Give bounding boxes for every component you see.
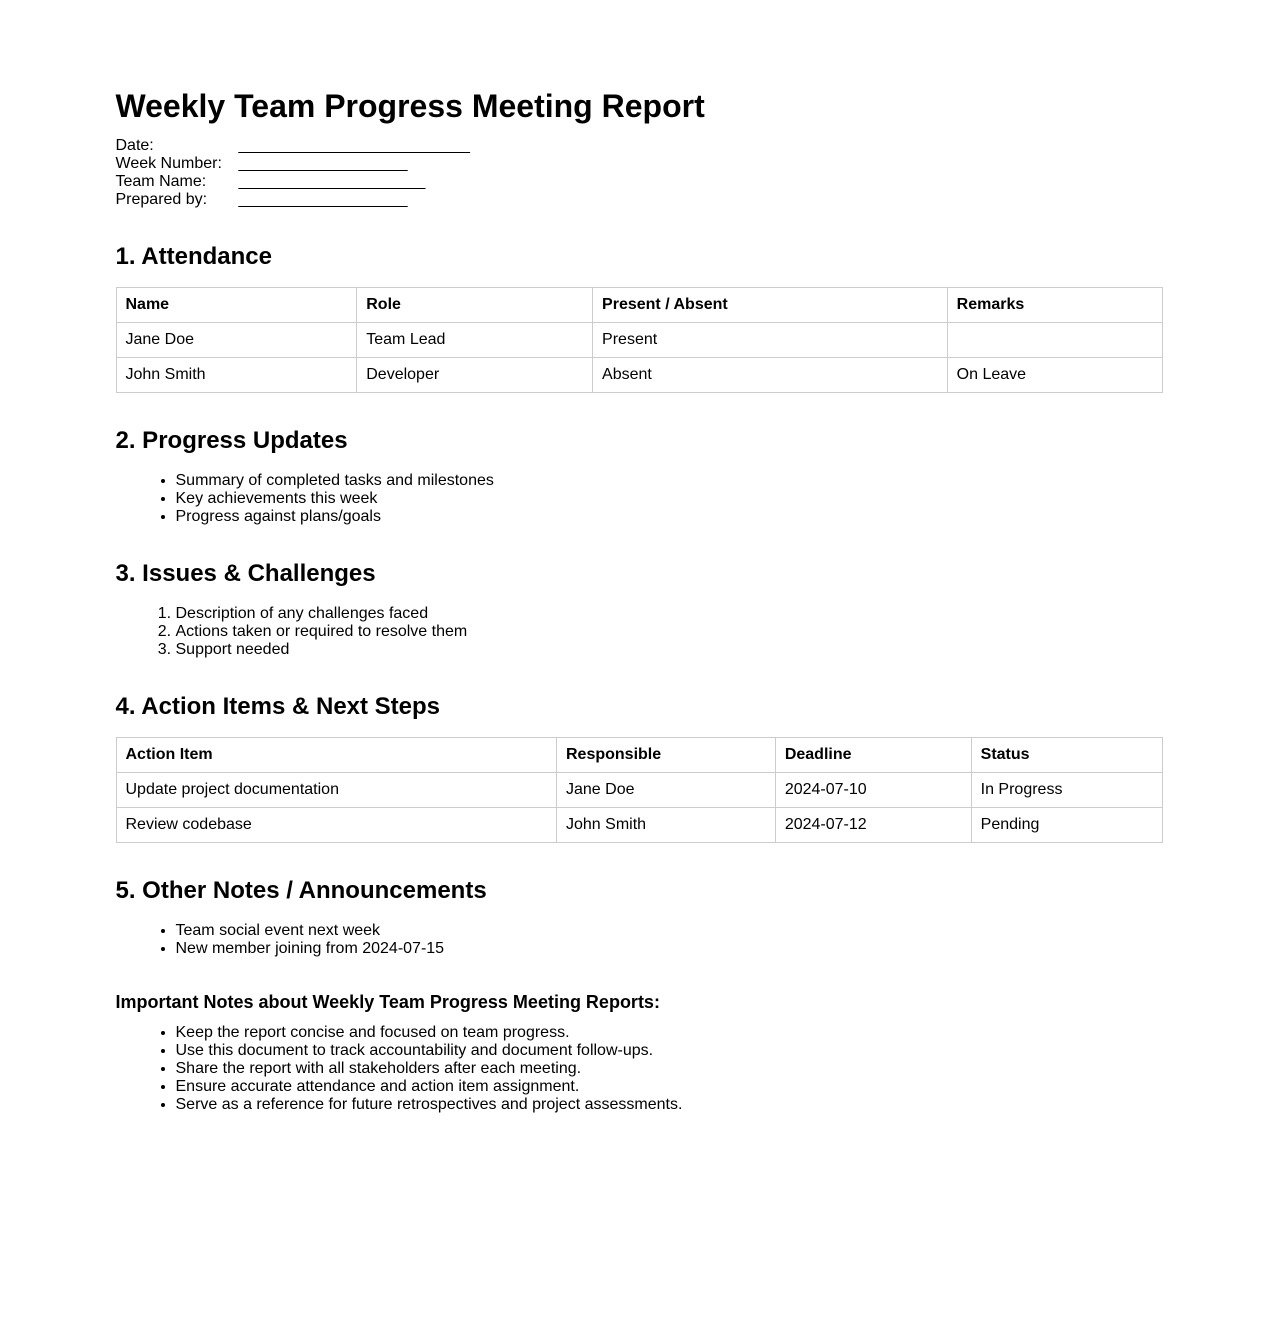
list-item: • Share the report with all stakeholders after each meeting.: [176, 1060, 1163, 1078]
important-notes-list: [116, 1024, 1163, 1114]
meta-fields: [116, 137, 1163, 209]
list-item: • Ensure accurate attendance and action item assignment.: [176, 1078, 1163, 1096]
issues-challenges-list: [116, 605, 1163, 659]
list-item: 3. Support needed: [176, 641, 1163, 659]
progress-updates-list: [116, 472, 1163, 526]
section-attendance: [116, 243, 1163, 394]
table-row: [116, 323, 1162, 358]
meta-field-blank-line: _____________________: [238, 172, 426, 190]
page-title: Weekly Team Progress Meeting Report: [115, 88, 705, 124]
table-cell-remarks: On Leave: [947, 358, 1162, 393]
attendance-header-role: Role: [357, 288, 593, 323]
section-heading-progress-updates: 2. Progress Updates: [115, 427, 348, 455]
meta-field-blank-line: ___________________: [238, 190, 408, 208]
meta-field-label: Prepared by:: [115, 190, 208, 208]
list-item: • Serve as a reference for future retrospectives and project assessments.: [176, 1096, 1163, 1114]
section-important-notes: [116, 992, 1163, 1115]
table-cell-action-item: Update project documentation: [116, 773, 557, 808]
list-item: 1. Description of any challenges faced: [176, 605, 1163, 623]
table-cell-responsible: John Smith: [557, 808, 776, 843]
section-heading-attendance: 1. Attendance: [115, 242, 272, 270]
table-cell-remarks: [947, 323, 1162, 358]
table-cell-role: Team Lead: [357, 323, 593, 358]
table-header-row: [116, 288, 1162, 323]
list-item: • Use this document to track accountability and document follow-ups.: [176, 1042, 1163, 1060]
section-heading-issues-challenges: 3. Issues & Challenges: [115, 559, 376, 587]
section-action-items: [116, 693, 1163, 844]
list-item: • Team social event next week: [176, 922, 1163, 940]
table-header-row: [116, 738, 1162, 773]
table-row: [116, 358, 1162, 393]
table-cell-status: In Progress: [971, 773, 1162, 808]
meta-field-team-name: [116, 173, 1163, 191]
action-header-status: Status: [971, 738, 1162, 773]
meta-field-prepared-by: [116, 191, 1163, 209]
table-row: [116, 808, 1162, 843]
table-cell-deadline: 2024-07-12: [775, 808, 971, 843]
meta-field-blank-line: ___________________: [238, 154, 408, 172]
table-cell-role: Developer: [357, 358, 593, 393]
section-other-notes: [116, 877, 1163, 958]
meta-field-week-number: [116, 155, 1163, 173]
section-progress-updates: [116, 427, 1163, 526]
list-item: • Keep the report concise and focused on team progress.: [176, 1024, 1163, 1042]
list-item: • Progress against plans/goals: [176, 508, 1163, 526]
list-item: 2. Actions taken or required to resolve them: [176, 623, 1163, 641]
section-issues-challenges: [116, 560, 1163, 659]
list-item: • New member joining from 2024-07-15: [176, 940, 1163, 958]
table-cell-present-absent: Present: [593, 323, 948, 358]
meta-field-blank-line: __________________________: [238, 136, 470, 154]
attendance-header-present-absent: Present / Absent: [593, 288, 948, 323]
action-header-item: Action Item: [116, 738, 557, 773]
list-item: • Summary of completed tasks and milestones: [176, 472, 1163, 490]
other-notes-list: [116, 922, 1163, 958]
meta-field-label: Date:: [115, 136, 154, 154]
important-notes-heading: Important Notes about Weekly Team Progress Meeting Reports:: [115, 991, 660, 1012]
report-page: [116, 0, 1163, 1334]
attendance-header-name: Name: [116, 288, 357, 323]
section-heading-action-items: 4. Action Items & Next Steps: [115, 692, 441, 720]
attendance-table: [116, 287, 1163, 393]
meta-field-label: Week Number:: [115, 154, 222, 172]
meta-field-date: [116, 137, 1163, 155]
table-cell-responsible: Jane Doe: [557, 773, 776, 808]
section-heading-other-notes: 5. Other Notes / Announcements: [115, 877, 487, 905]
action-header-responsible: Responsible: [557, 738, 776, 773]
table-cell-name: John Smith: [116, 358, 357, 393]
action-header-deadline: Deadline: [775, 738, 971, 773]
table-row: [116, 773, 1162, 808]
list-item: • Key achievements this week: [176, 490, 1163, 508]
table-cell-status: Pending: [971, 808, 1162, 843]
table-cell-name: Jane Doe: [116, 323, 357, 358]
action-items-table: [116, 737, 1163, 843]
table-cell-deadline: 2024-07-10: [775, 773, 971, 808]
attendance-header-remarks: Remarks: [947, 288, 1162, 323]
meta-field-label: Team Name:: [115, 172, 207, 190]
table-cell-action-item: Review codebase: [116, 808, 557, 843]
table-cell-present-absent: Absent: [593, 358, 948, 393]
